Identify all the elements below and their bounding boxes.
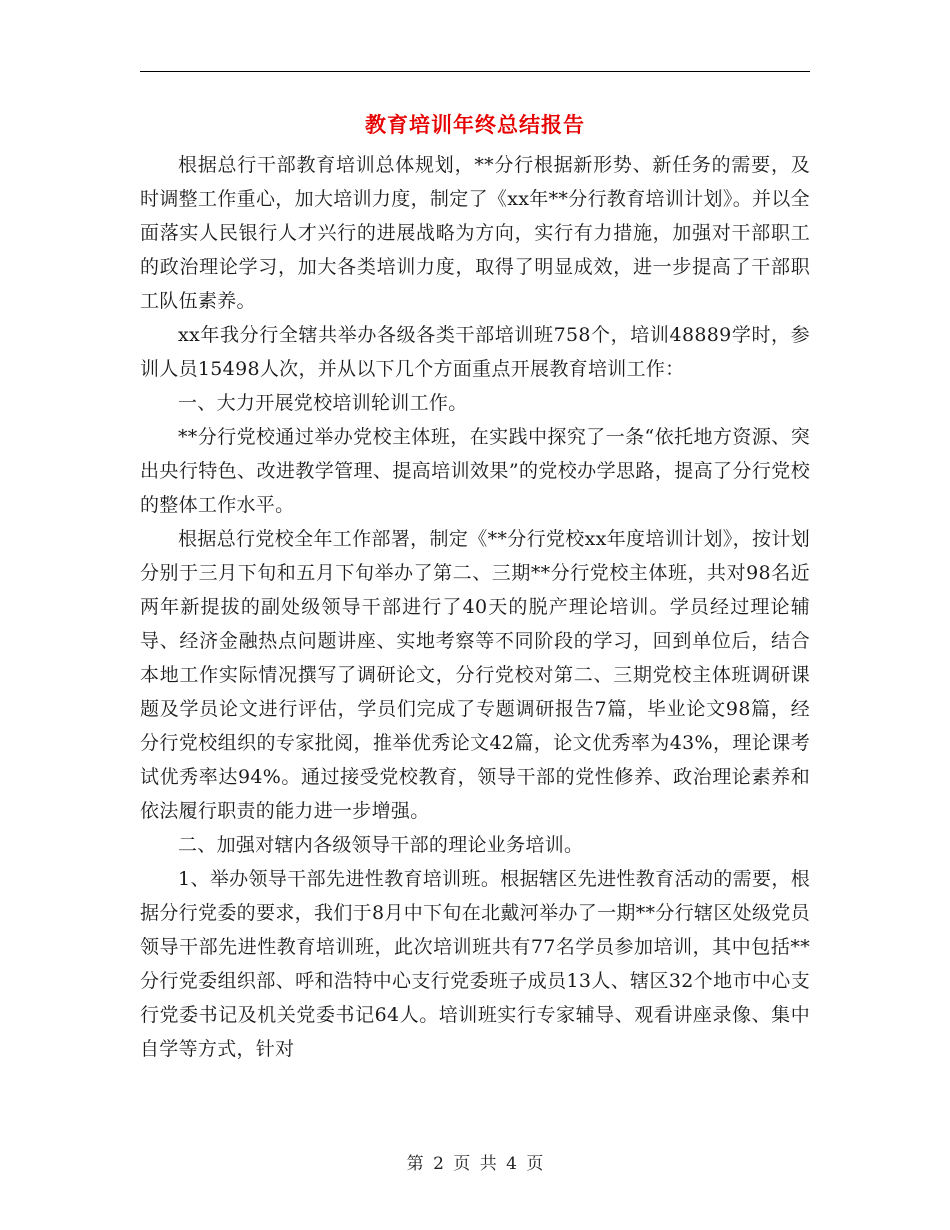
document-title: 教育培训年终总结报告 (365, 112, 585, 137)
page-number: 第 2 页 共 4 页 (406, 1154, 544, 1174)
paragraph: xx年我分行全辖共举办各级各类干部培训班758个，培训48889学时，参训人员15498人次，并从以下几个方面重点开展教育培训工作： (140, 324, 810, 380)
paragraph: 1、举办领导干部先进性教育培训班。根据辖区先进性教育活动的需要，根据分行党委的要求，我们于8月中下旬在北戴河举办了一期**分行辖区处级党员领导干部先进性教育培训班，此次培训班共有77名学员参加培训，其中包括**分行党委组织部、呼和浩特中心支行党委班子成员13人、辖区32个地市中心支行党委书记及机关党委书记64人。培训班实行专家辅导、观看讲座录像、集中自学等方式，针对 (140, 868, 810, 1060)
document-body (140, 148, 810, 1066)
section-heading: 二、加强对辖内各级领导干部的理论业务培训。 (178, 834, 584, 856)
paragraph: **分行党校通过举办党校主体班，在实践中探究了一条“依托地方资源、突出央行特色、改进教学管理、提高培训效果”的党校办学思路，提高了分行党校的整体工作水平。 (140, 426, 810, 516)
paragraph: 根据总行干部教育培训总体规划，**分行根据新形势、新任务的需要，及时调整工作重心，加大培训力度，制定了《xx年**分行教育培训计划》。并以全面落实人民银行人才兴行的进展战略为方向，实行有力措施，加强对干部职工的政治理论学习，加大各类培训力度，取得了明显成效，进一步提高了干部职工队伍素养。 (140, 154, 810, 312)
section-heading: 一、大力开展党校培训轮训工作。 (178, 392, 468, 414)
paragraph: 根据总行党校全年工作部署，制定《**分行党校xx年度培训计划》，按计划分别于三月下旬和五月下旬举办了第二、三期**分行党校主体班，共对98名近两年新提拔的副处级领导干部进行了40天的脱产理论培训。学员经过理论辅导、经济金融热点问题讲座、实地考察等不同阶段的学习，回到单位后，结合本地工作实际情况撰写了调研论文，分行党校对第二、三期党校主体班调研课题及学员论文进行评估，学员们完成了专题调研报告7篇，毕业论文98篇，经分行党校组织的专家批阅，推举优秀论文42篇，论文优秀率为43%，理论课考试优秀率达94%。通过接受党校教育，领导干部的党性修养、政治理论素养和依法履行职责的能力进一步增强。 (140, 528, 810, 822)
header-rule (140, 71, 810, 72)
